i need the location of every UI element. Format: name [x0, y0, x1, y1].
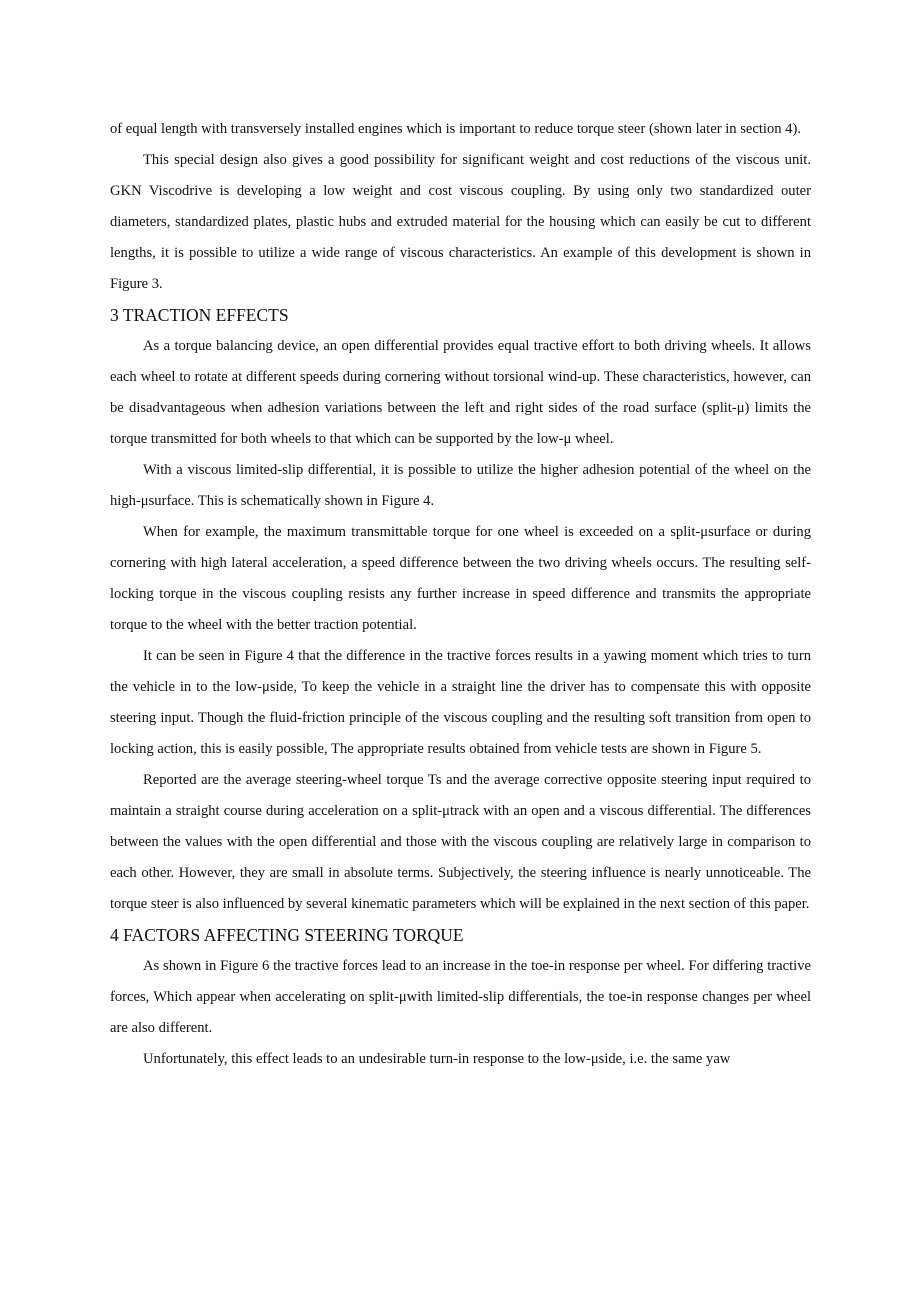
- paragraph-open-differential: As a torque balancing device, an open differential provides equal tractive effort to both driving wheels. It allows each wheel to rotate at different speeds during cornering without torsional wind-up. These characteristics, however, can be disadvantageous when adhesion variations between the left and right sides of the road surface (split-μ) limits the torque transmitted for both wheels to that which can be supported by the low-μ wheel.: [110, 338, 811, 447]
- paragraph-yawing-moment: It can be seen in Figure 4 that the difference in the tractive forces results in a yawing moment which tries to turn the vehicle in to the low-μside, To keep the vehicle in a straight line the driver has to compensate this with opposite steering input. Though the fluid-friction principle of the viscous coupling and the resulting soft transition from open to locking action, this is easily possible, The appropriate results obtained from vehicle tests are shown in Figure 5.: [110, 648, 811, 757]
- paragraph-continuation: of equal length with transversely installed engines which is important to reduce torque steer (shown later in section 4).: [110, 121, 801, 137]
- paragraph-turn-in-response: Unfortunately, this effect leads to an undesirable turn-in response to the low-μside, i.e. the same yaw: [143, 1051, 731, 1067]
- paragraph-toe-in-response: As shown in Figure 6 the tractive forces lead to an increase in the toe-in response per wheel. For differing tractive forces, Which appear when accelerating on split-μwith limited-slip differentials, the toe-in response changes per wheel are also different.: [110, 958, 811, 1036]
- paragraph-viscous-design: This special design also gives a good possibility for significant weight and cost reductions of the viscous unit. GKN Viscodrive is developing a low weight and cost viscous coupling. By using only two standardized outer diameters, standardized plates, plastic hubs and extruded material for the housing which can easily be cut to different lengths, it is possible to utilize a wide range of viscous characteristics. An example of this development is shown in Figure 3.: [110, 152, 811, 292]
- section-heading-steering-torque: 4 FACTORS AFFECTING STEERING TORQUE: [110, 925, 464, 945]
- paragraph-speed-difference: When for example, the maximum transmittable torque for one wheel is exceeded on a split-μsurface or during cornering with high lateral acceleration, a speed difference between the two driving wheels occurs. The resulting self-locking torque in the viscous coupling resists any further increase in speed difference and transmits the appropriate torque to the wheel with the better traction potential.: [110, 524, 811, 633]
- document-page: [110, 114, 811, 1075]
- paragraph-steering-torque-results: Reported are the average steering-wheel torque Ts and the average corrective opposite steering input required to maintain a straight course during acceleration on a split-μtrack with an open and a viscous differential. The differences between the values with the open differential and those with the viscous coupling are relatively large in comparison to each other. However, they are small in absolute terms. Subjectively, the steering influence is nearly unnoticeable. The torque steer is also influenced by several kinematic parameters which will be explained in the next section of this paper.: [110, 772, 811, 912]
- section-heading-traction-effects: 3 TRACTION EFFECTS: [110, 305, 289, 325]
- paragraph-viscous-lsd: With a viscous limited-slip differential, it is possible to utilize the higher adhesion potential of the wheel on the high-μsurface. This is schematically shown in Figure 4.: [110, 462, 811, 509]
